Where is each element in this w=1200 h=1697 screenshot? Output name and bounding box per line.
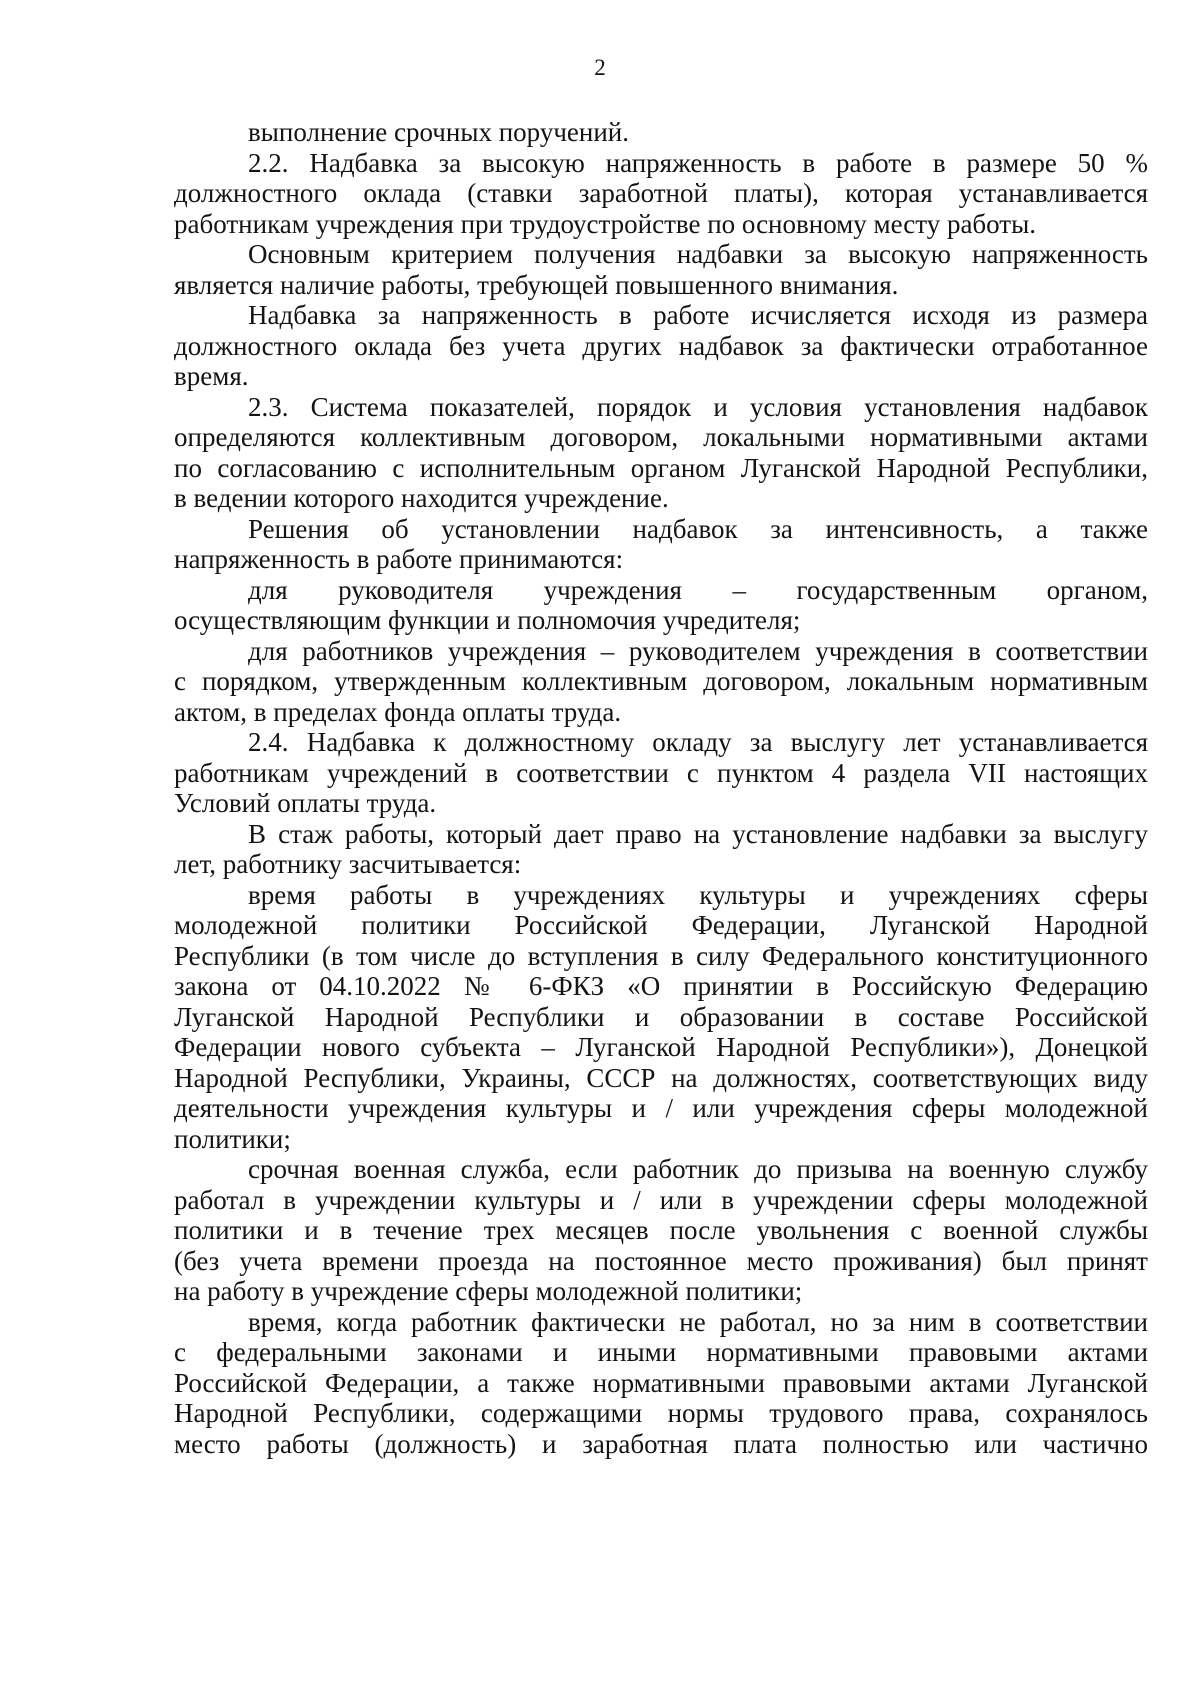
text-line: в ведении которого находится учреждение. xyxy=(174,483,669,513)
text-line: выполнение срочных поручений. xyxy=(248,117,629,147)
text-line: с порядком, утвержденным коллективным договором, локальным нормативным xyxy=(174,666,1148,696)
text-line: определяются коллективным договором, локальными нормативными актами xyxy=(174,422,1148,452)
text-line: Условий оплаты труда. xyxy=(174,788,437,818)
text-line: Народной Республики, содержащими нормы трудового права, сохранялось xyxy=(174,1398,1148,1428)
text-line: (без учета времени проезда на постоянное место проживания) был принят xyxy=(174,1245,1148,1276)
text-line: политики; xyxy=(174,1123,291,1154)
text-line: напряженность в работе принимаются: xyxy=(174,544,624,574)
text-line: деятельности учреждения культуры и / или учреждения сферы молодежной xyxy=(174,1093,1148,1123)
text-line: работникам учреждений в соответствии с пунктом 4 раздела VII настоящих xyxy=(174,757,1148,788)
text-line: Луганской Народной Республики и образовании в составе Российской xyxy=(174,1001,1148,1032)
text-line: 2.4. Надбавка к должностному окладу за выслугу лет устанавливается xyxy=(248,727,1148,757)
text-line: должностного оклада без учета других надбавок за фактически отработанное xyxy=(174,330,1148,361)
text-line: на работу в учреждение сферы молодежной политики; xyxy=(174,1276,803,1306)
text-line: Республики (в том числе до вступления в силу Федерального конституционного xyxy=(174,940,1148,971)
text-line: работникам учреждения при трудоустройстве по основному месту работы. xyxy=(174,208,1036,239)
text-line: закона от 04.10.2022 № 6-ФКЗ «О принятии в Российскую Федерацию xyxy=(174,971,1148,1001)
text-line: политики и в течение трех месяцев после увольнения с военной службы xyxy=(174,1215,1148,1245)
text-line: по согласованию с исполнительным органом Луганской Народной Республики, xyxy=(174,452,1148,483)
text-line: лет, работнику засчитывается: xyxy=(174,849,522,879)
text-line: В стаж работы, который дает право на установление надбавки за выслугу xyxy=(248,818,1148,849)
text-line: место работы (должность) и заработная плата полностью или частично xyxy=(174,1428,1148,1459)
text-line: время. xyxy=(174,361,249,391)
text-line: Федерации нового субъекта – Луганской Народной Республики»), Донецкой xyxy=(174,1032,1148,1062)
text-line: осуществляющим функции и полномочия учредителя; xyxy=(174,605,801,635)
page-number: 2 xyxy=(594,55,606,80)
text-line: 2.3. Система показателей, порядок и условия установления надбавок xyxy=(248,391,1148,422)
text-line: должностного оклада (ставки заработной платы), которая устанавливается xyxy=(174,178,1148,208)
document-body xyxy=(174,117,1148,1459)
text-line: для руководителя учреждения – государственным органом, xyxy=(248,574,1148,605)
text-line: является наличие работы, требующей повышенного внимания. xyxy=(174,269,899,300)
text-line: Решения об установлении надбавок за интенсивность, а также xyxy=(248,513,1148,544)
text-line: время работы в учреждениях культуры и учреждениях сферы xyxy=(248,879,1148,910)
text-line: работал в учреждении культуры и / или в учреждении сферы молодежной xyxy=(174,1184,1148,1215)
text-line: Основным критерием получения надбавки за высокую напряженность xyxy=(248,239,1148,269)
text-line: время, когда работник фактически не работал, но за ним в соответствии xyxy=(248,1306,1148,1337)
text-line: Российской Федерации, а также нормативными правовыми актами Луганской xyxy=(174,1367,1148,1398)
text-line: Надбавка за напряженность в работе исчисляется исходя из размера xyxy=(248,300,1148,330)
text-line: актом, в пределах фонда оплаты труда. xyxy=(174,696,622,727)
text-line: с федеральными законами и иными нормативными правовыми актами xyxy=(174,1337,1148,1367)
text-line: молодежной политики Российской Федерации, Луганской Народной xyxy=(174,910,1148,940)
text-line: Народной Республики, Украины, СССР на должностях, соответствующих виду xyxy=(174,1062,1148,1093)
text-line: срочная военная служба, если работник до призыва на военную службу xyxy=(248,1154,1148,1184)
text-line: 2.2. Надбавка за высокую напряженность в работе в размере 50 % xyxy=(248,147,1148,178)
text-line: для работников учреждения – руководителем учреждения в соответствии xyxy=(248,635,1148,666)
